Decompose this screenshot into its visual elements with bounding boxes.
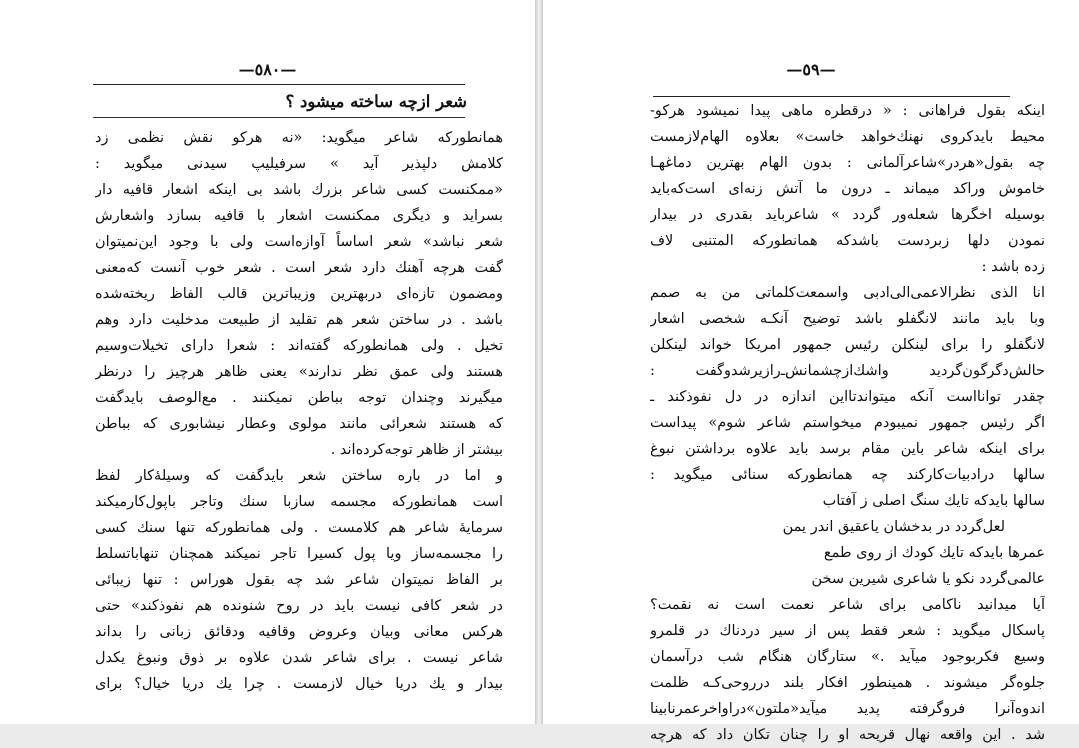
text-line: شاعر نیست . برای شاعر شدن علاوه بر ذوق ونبوغ یکدل bbox=[95, 650, 503, 666]
text-line: را مجسمه‌ساز ویا پول کسیرا تاجر نمیکند همچنان تنهاباتسلط bbox=[95, 546, 503, 562]
page-number: —٥٩— bbox=[786, 60, 836, 79]
text-line: است همانطورکه مجسمه سازبا سنك وتاجر باپول‌کارمیکند bbox=[95, 494, 503, 510]
text-line: سالها درادبیات‌کارکند چه همانطورکه سنائی میگوید : bbox=[650, 467, 1045, 483]
text-line: بیشتر از ظاهر توجه‌کرده‌اند . bbox=[330, 442, 503, 458]
text-line: آیا میدانید ناکامی برای شاعر نعمت است نه نقمت؟ bbox=[650, 597, 1045, 613]
heading-rule bbox=[93, 117, 465, 118]
text-line: میگیرند وچندان توجه بباطن نمیکنند . مع‌الوصف باید‌گفت bbox=[95, 390, 503, 406]
text-line: جلوه‌گر میشوند . همینطور افکار بلند درروحی‌کـه ظلمت bbox=[650, 675, 1045, 691]
text-line: محیط باید‌کروی نهنك‌خواهد خاست» بعلاوه الهام‌لازمست bbox=[650, 129, 1045, 145]
text-line: بوسیله اخگرها شعله‌ور گردد » شاعرباید بقدری در بیدار bbox=[650, 207, 1045, 223]
verse-line: انا الذی نظرالاعمی‌الی‌ادبی واسمعت‌کلماتی من به صمم bbox=[650, 285, 1045, 301]
text-line: تخیل . ولی همانطورکه گفته‌اند : شعرا دارای تخیلات‌وسیم bbox=[95, 338, 503, 354]
text-line: اگر رئیس جمهور نمیبودم میخواستم شاعر شوم» پیداست bbox=[650, 415, 1045, 431]
verse-line: عمرها باید‌که تایك کودك از روی طمع bbox=[823, 545, 1045, 561]
text-line: کلامش دلپذیر آید » سرفیلیپ سیدنی میگوید : bbox=[95, 156, 503, 172]
section-heading: شعر ازچه ساخته میشود ؟ bbox=[285, 92, 467, 111]
text-line: حالش‌دگرگون‌گردید واشك‌ازچشمانش‌ـ‌رازیرشدوگفت : bbox=[650, 363, 1045, 379]
text-line: شعر نباشد» شعر اساساً آوازه‌است ولی با وجود این‌نمیتوان bbox=[95, 234, 503, 250]
text-line: گفت هرچه آهنك دارد شعر است . شعر خوب آنست که‌معنی bbox=[95, 260, 503, 276]
text-line: ومضمون تازه‌ای دربهترین وزیباترین قالب الفاظ ریخته‌شده bbox=[95, 286, 503, 302]
text-line: چقدر توانااست آنکه میتواندتااین اندازه در دل نفوذ‌کند ـ bbox=[650, 389, 1045, 405]
text-line: لانگفلو را برای لینکلن رئیس جمهور امریکا خواند لینکلن bbox=[650, 337, 1045, 353]
text-line: باشد . در ساختن شعر هم تقلید از طبیعت مدخلیت دارد وهم bbox=[95, 312, 503, 328]
verse-line: لعل‌گردد در بدخشان یاعقیق اندر یمن bbox=[782, 519, 1005, 535]
text-line: پاسکال میگوید : شعر فقط پس از سیر دردناك در قلمرو bbox=[650, 623, 1045, 639]
text-line: همانطورکه شاعر میگوید: «نه هرکو نقش نظمی زد bbox=[95, 130, 503, 146]
header-rule bbox=[653, 96, 1010, 97]
text-line: شد . این واقعه نهال قریحه او را چنان تکان داد که هرچه bbox=[650, 727, 1045, 743]
text-line: سرمایهٔ شاعر هم کلامست . ولی همانطورکه تنها سنك کسی bbox=[95, 520, 503, 536]
text-line: نمودن دلها زبردست باشدکه همانطورکه المتنبی لاف bbox=[650, 233, 1045, 249]
text-line: در شعر کافی نیست باید در روح شنونده هم نفوذ‌کند» حتی bbox=[95, 598, 503, 614]
text-line: بیدار و یك دریا خیال لازمست . چرا یك دریا خیال؟ برای bbox=[95, 676, 503, 692]
text-line: اندوه‌آنرا فروگرفته پدید میآید«ملتون»دراواخرعمرنابینا bbox=[650, 701, 1045, 717]
text-line: زده باشد : bbox=[981, 259, 1045, 275]
text-line: برای اینکه شاعر باین مقام برسد باید علاوه برداشتن نبوغ bbox=[650, 441, 1045, 457]
text-line: هرکس معانی وبیان وعروض وقافیه ودقائق زبانی را بداند bbox=[95, 624, 503, 640]
text-line: بسراید و دیگری ممکنست اشعار با قافیه بسازد واشعارش bbox=[95, 208, 503, 224]
page-number: —٥٨٠— bbox=[238, 60, 297, 79]
text-line: که هستند شعرائی مانند مولوی وعطار نیشابوری که بباطن bbox=[95, 416, 503, 432]
left-page bbox=[0, 0, 536, 724]
text-line: اینکه بقول فراهانی : « درقطره ماهی پیدا نمیشود هرکو- bbox=[650, 103, 1045, 119]
body-text bbox=[650, 98, 1045, 748]
text-line: وسیع فکربوجود میآید .» ستارگان هنگام شب درآسمان bbox=[650, 649, 1045, 665]
text-line: وبا باید مانند لانگفلو باشد توضیح آنکـه شخصی اشعار bbox=[650, 311, 1045, 327]
header-rule bbox=[93, 84, 465, 85]
body-text bbox=[95, 125, 503, 697]
verse-line: سالها باید‌که تایك سنگ اصلی ز آفتاب bbox=[822, 493, 1045, 509]
text-line: و اما در باره ساختن شعر باید‌گفت که وسیلهٔ‌کار لفظ bbox=[95, 468, 503, 484]
text-line: «ممکنست کسی شاعر بزرك باشد بی اینکه اشعار قافیه دار bbox=[95, 182, 503, 198]
text-line: هستند ولی عمق نظر ندارند» یعنی ظاهر هرچیز را درنظر bbox=[95, 364, 503, 380]
text-line: بر الفاظ نمیتوان شاعر شد چه بقول هوراس : تنها زیبائی bbox=[95, 572, 503, 588]
verse-line: عالمی‌گردد نکو یا شاعری شیرین سخن bbox=[811, 571, 1045, 587]
text-line: چه بقول«هردر»شاعرآلمانی : بدون الهام بهترین دماغهـا bbox=[650, 155, 1045, 171]
text-line: خاموش وراکد میماند ـ درون ما آتش زنه‌ای است‌که‌باید bbox=[650, 181, 1045, 197]
